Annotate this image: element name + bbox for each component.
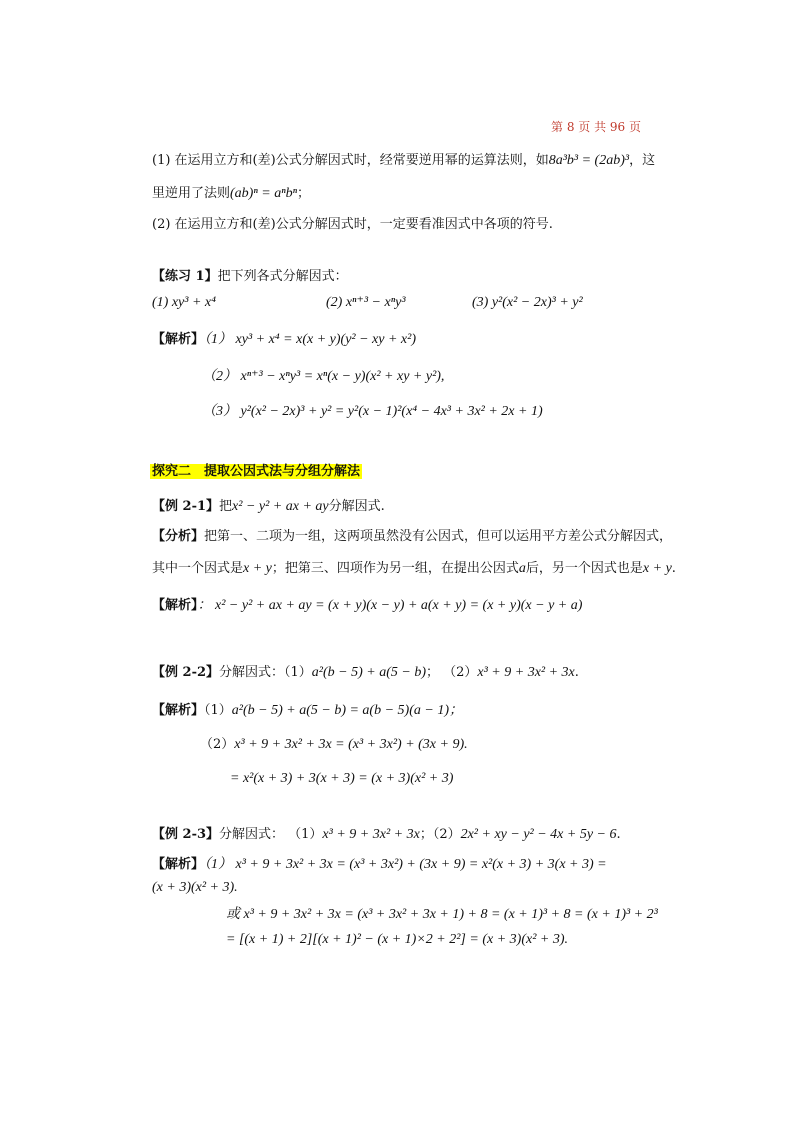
- analysis-label: 【分析】: [152, 529, 205, 544]
- note-1-end: ；: [297, 186, 311, 201]
- practice-1-q3: (3) y²(x² − 2x)³ + y²: [472, 295, 583, 310]
- example-2-3-sol-label: 【解析】: [152, 857, 205, 872]
- analysis-2g: .: [671, 561, 676, 576]
- example-2-1-prefix: 把: [219, 499, 233, 514]
- note-1: [152, 152, 655, 170]
- note-1-line2-text: 里逆用了法则: [152, 186, 231, 201]
- example-2-2-s1-num: （1）: [204, 703, 232, 718]
- example-2-2-s1: a²(b − 5) + a(5 − b) = a(b − 5)(a − 1)；: [231, 703, 463, 718]
- example-2-3-s2: (x + 3)(x² + 3).: [152, 880, 238, 895]
- example-2-3-mid: ；（2）: [419, 827, 461, 842]
- example-2-2-sol-label: 【解析】: [152, 703, 205, 718]
- example-2-1-sol-label: 【解析】: [152, 598, 198, 613]
- note-1-line2: [152, 185, 310, 203]
- analysis-2f: x + y: [642, 561, 672, 576]
- practice-1-q2: (2) xⁿ⁺³ − xⁿy³: [326, 295, 406, 310]
- example-2-3-s3: 或 x³ + 9 + 3x² + 3x = (x³ + 3x² + 3x + 1) + 8 = (x + 1)³ + 8 = (x + 1)³ + 2³: [226, 907, 658, 922]
- note-2: (2) 在运用立方和(差)公式分解因式时，一定要看准因式中各项的符号.: [152, 217, 553, 232]
- example-2-1-sol: ： x² − y² + ax + ay = (x + y)(x − y) + a(x + y) = (x + y)(x − y + a): [197, 598, 583, 613]
- section-2-title: 探究二 提取公因式法与分组分解法: [152, 464, 361, 479]
- note-1-text: (1) 在运用立方和(差)公式分解因式时，经常要逆用幂的运算法则，如: [152, 153, 549, 168]
- example-2-2-s2: x³ + 9 + 3x² + 3x = (x³ + 3x²) + (3x + 9).: [234, 737, 468, 752]
- note-1-tail: ，这: [629, 153, 656, 168]
- example-2-2-intro: 分解因式：（1）: [219, 665, 312, 680]
- analysis-2e: 后，另一个因式也是: [525, 561, 643, 576]
- practice-1-s1: （1） xy³ + x⁴ = x(x + y)(y² − xy + x²): [204, 332, 416, 347]
- example-2-1-expr: x² − y² + ax + ay: [232, 499, 329, 514]
- practice-1-q1: (1) xy³ + x⁴: [152, 295, 216, 310]
- practice-1-s3: （3） y²(x² − 2x)³ + y² = y²(x − 1)²(x⁴ − 4x³ + 3x² + 2x + 1): [202, 404, 543, 419]
- example-2-2-solution-1: [152, 702, 463, 720]
- analysis-2b: x + y: [243, 561, 272, 576]
- example-2-3-s4: = [(x + 1) + 2][(x + 1)² − (x + 1)×2 + 2²] = (x + 3)(x² + 3).: [226, 932, 568, 947]
- example-2-2-solution-2: [200, 736, 468, 754]
- example-2-2-label: 【例 2-2】: [152, 665, 220, 680]
- example-2-3-q2: 2x² + xy − y² − 4x + 5y − 6: [460, 827, 617, 842]
- example-2-2-q2: x³ + 9 + 3x² + 3x: [477, 665, 575, 680]
- example-2-1-suffix: 分解因式.: [328, 499, 385, 514]
- example-2-3-q1: x³ + 9 + 3x² + 3x: [322, 827, 420, 842]
- example-2-3-s1: （1） x³ + 9 + 3x² + 3x = (x³ + 3x²) + (3x + 9) = x²(x + 3) + 3(x + 3) =: [204, 857, 607, 872]
- example-2-2: [152, 664, 579, 682]
- example-2-1-analysis: [152, 528, 672, 546]
- analysis-2c: ；把第三、四项作为另一组，在提出公因式: [271, 561, 519, 576]
- example-2-3-end: .: [616, 827, 621, 842]
- example-2-1-analysis-2: [152, 560, 676, 578]
- practice-1-sol-label: 【解析】: [152, 332, 205, 347]
- example-2-3-label: 【例 2-3】: [152, 827, 220, 842]
- note-1-formula2: (ab)ⁿ = aⁿbⁿ: [230, 186, 298, 201]
- example-2-1: [152, 498, 385, 516]
- analysis-2d: a: [518, 561, 526, 576]
- section-2-heading: [150, 463, 362, 481]
- example-2-1-solution: [152, 597, 582, 615]
- page-indicator: 第 8 页 共 96 页: [551, 120, 641, 134]
- example-2-3-solution-1: [152, 856, 607, 874]
- note-1-formula: 8a³b³ = (2ab)³: [548, 153, 630, 168]
- analysis-line-1: 把第一、二项为一组，这两项虽然没有公因式，但可以运用平方差公式分解因式，: [204, 529, 673, 544]
- example-2-3-intro: 分解因式： （1）: [219, 827, 323, 842]
- practice-1-intro: 把下列各式分解因式：: [217, 269, 348, 284]
- example-2-2-s3: = x²(x + 3) + 3(x + 3) = (x + 3)(x² + 3): [230, 771, 454, 786]
- example-2-2-end: .: [574, 665, 579, 680]
- analysis-2a: 其中一个因式是: [152, 561, 244, 576]
- practice-1-solution-1: [152, 331, 416, 349]
- example-2-3: [152, 826, 621, 844]
- example-2-2-q1: a²(b − 5) + a(5 − b): [311, 665, 426, 680]
- practice-1-s2: （2） xⁿ⁺³ − xⁿy³ = xⁿ(x − y)(x² + xy + y²),: [202, 369, 445, 384]
- practice-1-heading: [152, 268, 348, 286]
- example-2-2-s2-num: （2）: [200, 737, 235, 752]
- example-2-2-mid: ； （2）: [425, 665, 478, 680]
- practice-1-title: 【练习 1】: [152, 269, 218, 284]
- example-2-1-label: 【例 2-1】: [152, 499, 220, 514]
